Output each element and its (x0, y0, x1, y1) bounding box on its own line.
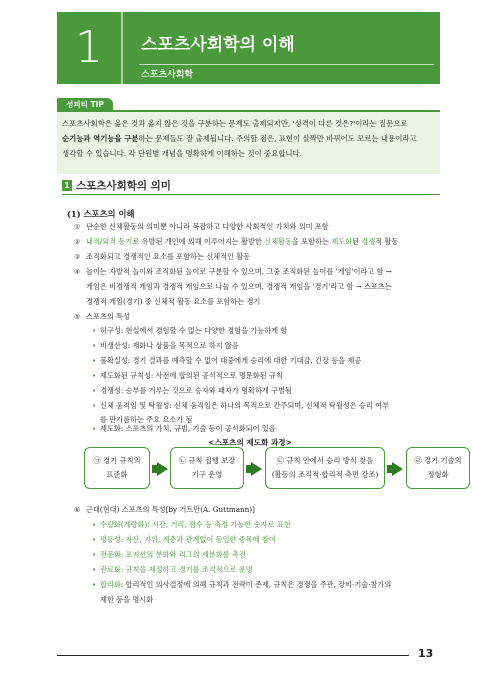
bullet-icon: • (92, 341, 97, 350)
highlight-term: 경쟁 (361, 237, 376, 246)
chapter-number: 1 (75, 22, 103, 73)
item-number: ⑥ (74, 505, 81, 514)
process-step-label: ㉣ 경기 기술의 (414, 456, 462, 465)
modern-trait (100, 535, 276, 545)
highlight-term: 제도화 (331, 237, 353, 246)
highlight-term: 내적/외적 동기 (86, 237, 133, 246)
item-text: 단순한 신체활동의 의미뿐 아니라 복잡하고 다양한 사회적인 가치와 의미 포함 (86, 222, 329, 231)
subsection-title: (1) 스포츠의 이해 (67, 209, 135, 219)
tip-text-line: 생각할 수 있습니다. 각 단원별 개념을 명확하게 이해하는 것이 중요합니다. (62, 149, 303, 158)
trait-item: 비생산성: 재화나 상품을 목적으로 하지 않음 (100, 341, 239, 350)
header-underline (139, 64, 434, 65)
highlight-term: 전문화 (100, 550, 121, 559)
item-number: ⑤ (74, 312, 81, 321)
arrow-right-icon (251, 462, 262, 476)
trait-item: 허구성: 현실에서 경험할 수 없는 다양한 경험을 가능하게 함 (100, 326, 288, 335)
item-number: ② (74, 237, 81, 246)
tip-box (57, 112, 440, 174)
footer-divider (57, 655, 409, 656)
item-text: 경쟁적 게임(경기) 중 신체적 활동 요소를 포함하는 경기 (86, 297, 261, 306)
modern-trait (100, 550, 246, 560)
process-step-box (265, 447, 385, 489)
item-number: ③ (74, 252, 81, 261)
highlight-term: 수량화(계량화) (100, 520, 148, 529)
highlight-term: 신체활동 (264, 237, 292, 246)
item-number: ① (74, 222, 81, 231)
tip-label: 성피티 TIP (57, 98, 113, 111)
tip-text-line: 스포츠사회학은 옳은 것과 옳지 않은 것을 구분하는 문제도 출제되지만, '성격이 다른 것은?'이라는 질문으로 (62, 119, 408, 128)
modern-trait-text: : 규칙을 제정하고 경기를 조직적으로 운영 (120, 565, 253, 574)
diagram-title: <스포츠의 제도화 과정> (207, 438, 293, 447)
modern-trait-text: : 자산, 지위, 계층과 관계없이 동일한 종목에 참여 (120, 535, 276, 544)
process-step-label: (활동의 조직적·합리적 측면 강조) (271, 470, 379, 479)
process-step-box (406, 447, 470, 489)
bullet-icon: • (92, 550, 97, 559)
tip-bold-text: 순기능과 역기능을 구분 (62, 134, 139, 143)
trait-item: 불확실성: 경기 결과를 예측할 수 없어 대중에게 승리에 대한 기대감, 긴장 등을 제공 (100, 356, 362, 365)
chapter-title: 스포츠사회학의 이해 (141, 35, 295, 55)
process-step-label: 표준화 (106, 470, 128, 479)
process-step-box (84, 447, 150, 489)
item-text-part: 적 활동 (375, 237, 399, 246)
item-text-part: 된 (352, 237, 362, 246)
process-step-label: ㉢ 규칙 안에서 승리 방식 찾음 (276, 456, 374, 465)
item-text-part: 로 유발된 개인에 의해 이루어지는 활발한 (132, 237, 265, 246)
bullet-icon: • (92, 326, 97, 335)
modern-trait-text: : 시간, 거리, 점수 등 측정 가능한 숫자로 표현 (147, 520, 291, 529)
bullet-icon: • (92, 424, 97, 433)
section-title: 스포츠사회학의 의미 (76, 180, 171, 192)
process-step-label: ㉠ 경기 규칙의 (93, 456, 141, 465)
process-step-label: 정형화 (427, 470, 449, 479)
bullet-icon: • (92, 520, 97, 529)
modern-trait (100, 520, 291, 530)
arrow-right-icon (392, 462, 403, 476)
trait-item: 경쟁성: 승부를 겨루는 것으로 승자와 패자가 명확하게 구별됨 (100, 386, 292, 395)
bullet-icon: • (92, 401, 97, 410)
trait-item: 를 판가름하는 주요 요소가 됨 (100, 415, 193, 424)
modern-trait (100, 565, 253, 575)
chapter-subtitle: 스포츠사회학 (141, 70, 194, 80)
highlight-term: 관료화 (100, 565, 121, 574)
page-number: 13 (418, 647, 434, 660)
highlight-term: 평등성 (100, 535, 121, 544)
item-text: 근대(현대) 스포츠의 특성[by 거트만(A. Guttmann)] (86, 505, 255, 514)
bullet-icon: • (92, 386, 97, 395)
bullet-icon: • (92, 565, 97, 574)
trait-item: 신체 움직임 및 탁월성: 신체 움직임은 하나의 목적으로 간주되며, 신체적 탁월성은 승리 여부 (100, 401, 390, 410)
modern-trait (100, 580, 391, 590)
trait-item: 제도화: 스포츠의 가치, 규범, 기술 등이 공식화되어 있음 (100, 424, 276, 433)
item-text: 게임은 비경쟁적 게임과 경쟁적 게임으로 나눌 수 있으며, 경쟁적 게임을 '경기'라고 함 → 스포츠는 (86, 282, 392, 291)
chapter-header (57, 12, 440, 84)
header-divider (121, 12, 123, 84)
tip-text-line (62, 131, 435, 146)
trait-item: 제도화된 규칙성: 사전에 합의된 공식적으로 명문화된 규칙 (100, 371, 283, 380)
modern-trait-text: : 합리적인 의사결정에 의해 규칙과 전략이 존재, 규칙은 경쟁을 주관, 장비·기술·참가의 (120, 580, 392, 589)
bullet-icon: • (92, 371, 97, 380)
section-number: 1 (62, 180, 72, 191)
item-text: 조직화되고 경쟁적인 요소를 포함하는 신체적인 활동 (86, 252, 251, 261)
section-divider (62, 194, 440, 195)
item-text: 놀이는 자발적 놀이와 조직화된 놀이로 구분할 수 있으며, 그중 조직화된 놀이를 '게임'이라고 함 → (86, 267, 392, 276)
item-text (86, 237, 398, 247)
bullet-icon: • (92, 580, 97, 589)
process-step-label: ㉡ 규칙 집행 보장 (178, 456, 236, 465)
modern-trait-text: : 포지션의 분화와 리그의 세분화를 촉진 (120, 550, 246, 559)
item-number: ④ (74, 267, 81, 276)
process-step-box (170, 447, 244, 489)
highlight-term: 합리화 (100, 580, 121, 589)
item-text: 스포츠의 특성 (86, 312, 130, 321)
modern-trait: 제한 등을 명시화 (100, 595, 154, 604)
tip-text: 하는 문제들도 잘 출제됩니다. 주의할 점은, 표현이 살짝만 바뀌어도 모르는 내용이라고 (138, 134, 417, 143)
bullet-icon: • (92, 535, 97, 544)
bullet-icon: • (92, 356, 97, 365)
item-text-part: 을 포함하는 (291, 237, 332, 246)
arrow-right-icon (157, 462, 168, 476)
process-step-label: 기구 운영 (191, 470, 223, 479)
